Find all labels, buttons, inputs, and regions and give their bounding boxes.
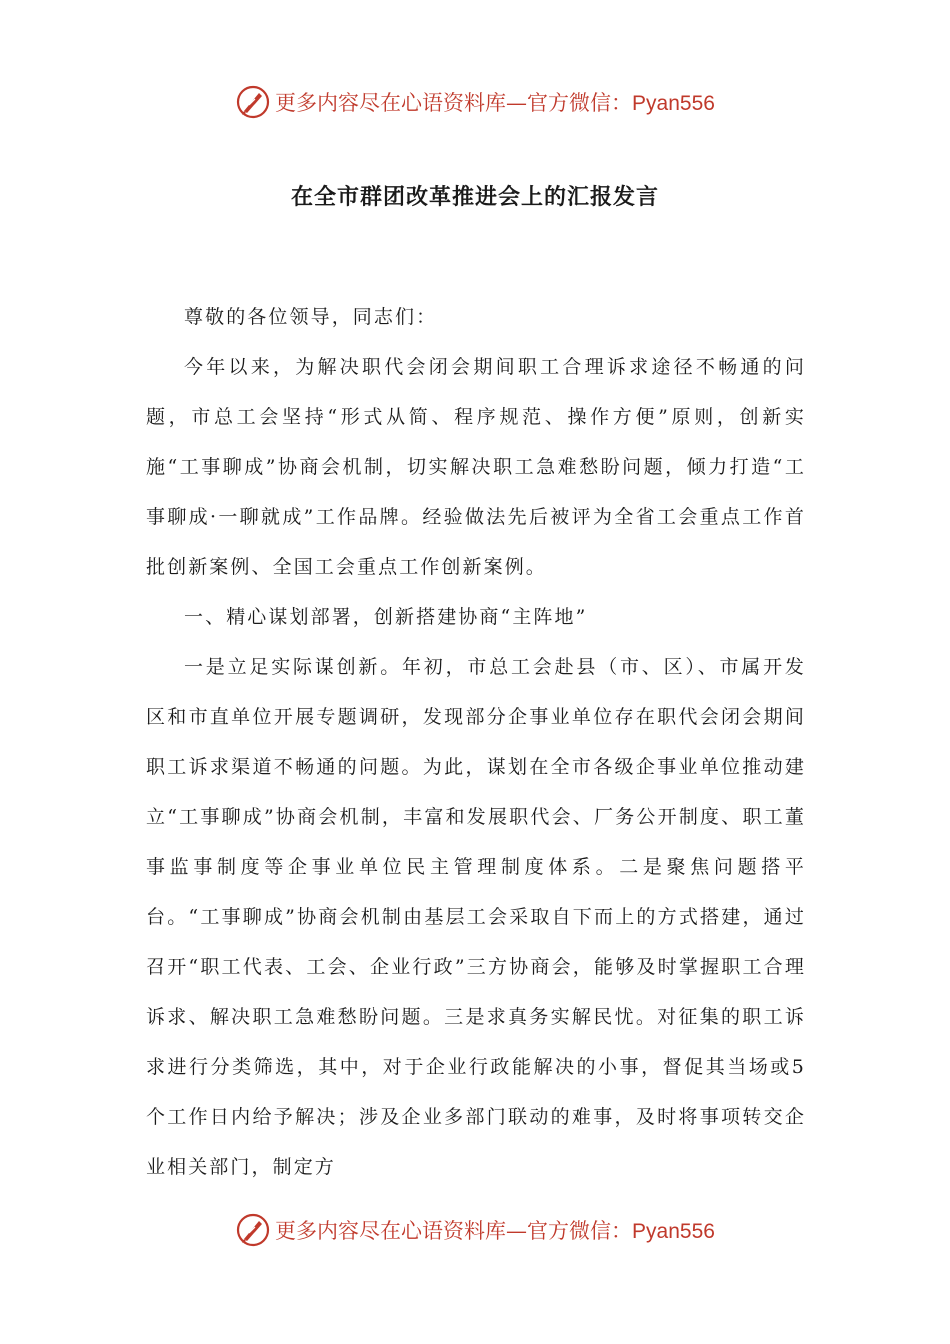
document-title: 在全市群团改革推进会上的汇报发言 <box>290 184 659 210</box>
body-paragraph: 今年以来，为解决职代会闭会期间职工合理诉求途径不畅通的问题，市总工会坚持“形式从简、程序规范、操作方便”原则，创新实施“工事聊成”协商会机制，切实解决职工急难愁盼问题，倾力打造“工事聊成·一聊就成”工作品牌。经验做法先后被评为全省工会重点工作首批创新案例、全国工会重点工作创新案例。 <box>146 356 806 578</box>
banner-text: 更多内容尽在心语资料库—官方微信：Pyan556 <box>275 91 715 115</box>
wechat-id: Pyan556 <box>632 1220 715 1243</box>
banner-text: 更多内容尽在心语资料库—官方微信：Pyan556 <box>275 1219 715 1243</box>
wechat-id: Pyan556 <box>632 92 715 115</box>
section-heading: 一、精心谋划部署，创新搭建协商“主阵地” <box>184 606 588 628</box>
footer-banner <box>0 1208 950 1252</box>
document-body <box>146 292 806 1192</box>
salutation: 尊敬的各位领导，同志们： <box>184 306 438 328</box>
quill-pen-logo-icon <box>235 84 271 120</box>
quill-pen-logo-icon <box>235 1212 271 1248</box>
body-paragraph: 一是立足实际谋创新。年初，市总工会赴县（市、区）、市属开发区和市直单位开展专题调研，发现部分企事业单位存在职代会闭会期间职工诉求渠道不畅通的问题。为此，谋划在全市各级企事业单位推动建立“工事聊成”协商会机制，丰富和发展职代会、厂务公开制度、职工董事监事制度等企事业单位民主管理制度体系。二是聚焦问题搭平台。“工事聊成”协商会机制由基层工会采取自下而上的方式搭建，通过召开“职工代表、工会、企业行政”三方协商会，能够及时掌握职工合理诉求、解决职工急难愁盼问题。三是求真务实解民忧。对征集的职工诉求进行分类筛选，其中，对于企业行政能解决的小事，督促其当场或5个工作日内给予解决；涉及企业多部门联动的难事，及时将事项转交企业相关部门，制定方 <box>146 656 806 1178</box>
header-banner <box>0 80 950 124</box>
